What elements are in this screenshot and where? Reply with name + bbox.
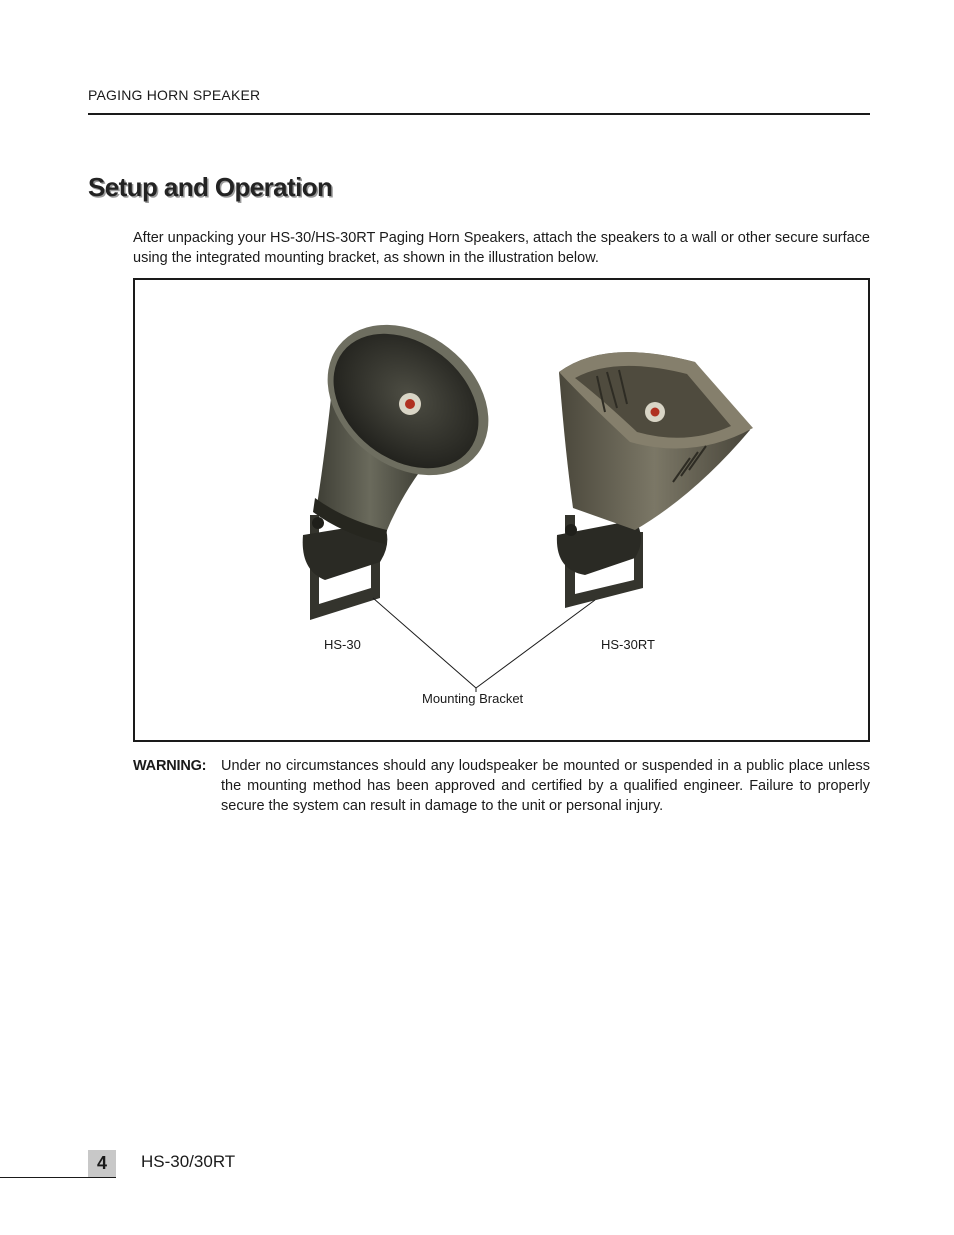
warning-block [133, 756, 870, 816]
label-mounting-bracket: Mounting Bracket [422, 691, 524, 706]
label-hs30rt: HS-30RT [601, 637, 655, 652]
page-number: 4 [88, 1150, 116, 1177]
hs30-speaker-image [298, 294, 518, 620]
warning-text: Under no circumstances should any loudspeaker be mounted or suspended in a public place unless the mounting method has been approved and certified by a qualified engineer. Failure to properly secure the system can result in damage to the unit or personal injury. [221, 758, 870, 814]
intro-paragraph: After unpacking your HS-30/HS-30RT Paging Horn Speakers, attach the speakers to a wall or other secure surface using the integrated mounting bracket, as shown in the illustration below. [133, 230, 870, 266]
warning-label: WARNING: [133, 758, 207, 774]
section-title: Setup and Operation [88, 172, 333, 202]
header-rule [88, 113, 870, 115]
label-hs30: HS-30 [324, 637, 361, 652]
hs30rt-speaker-image [557, 352, 753, 608]
illustration-frame [133, 278, 870, 742]
footer-rule [0, 1177, 116, 1178]
footer-model: HS-30/30RT [141, 1152, 236, 1171]
speaker-illustration [135, 280, 868, 740]
callout-lines [373, 598, 595, 692]
running-head: PAGING HORN SPEAKER [88, 87, 261, 103]
